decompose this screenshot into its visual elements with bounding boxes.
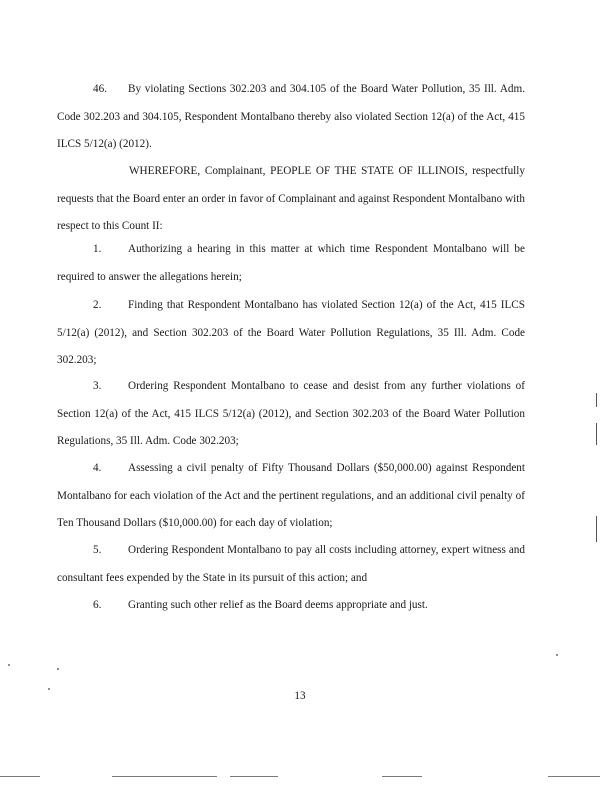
relief-item-1 bbox=[57, 236, 525, 291]
relief-text: Authorizing a hearing in this matter at which time Respondent Montalbano will be required to answer the allegations herein; bbox=[57, 243, 525, 283]
scan-artifact-line bbox=[112, 776, 217, 777]
relief-number: 4. bbox=[93, 462, 102, 474]
relief-text: Finding that Respondent Montalbano has violated Section 12(a) of the Act, 415 ILCS 5/12(a) (2012), and Section 302.203 of the Board Water Pollution Regulations, 35 Ill. Adm. Code 302.203; bbox=[57, 299, 525, 366]
relief-item-5 bbox=[57, 537, 525, 592]
scan-artifact-dot bbox=[48, 688, 50, 690]
relief-text: Assessing a civil penalty of Fifty Thousand Dollars ($50,000.00) against Respondent Montalbano for each violation of the Act and the pertinent regulations, and an additional civil penalty of Ten Thousand Dollars ($10,000.00) for each day of violation; bbox=[57, 462, 525, 529]
relief-number: 5. bbox=[93, 544, 102, 556]
relief-number: 6. bbox=[93, 599, 102, 611]
relief-item-2 bbox=[57, 292, 525, 375]
scan-artifact-mark bbox=[596, 423, 597, 445]
scan-artifact-line bbox=[548, 776, 600, 777]
scan-artifact-mark bbox=[596, 516, 597, 542]
relief-item-3 bbox=[57, 373, 525, 456]
relief-text: Ordering Respondent Montalbano to cease and desist from any further violations of Section 12(a) of the Act, 415 ILCS 5/12(a) (2012), and Section 302.203 of the Board Water Pollution Regulations, 35 Ill. Adm. Code 302.203; bbox=[57, 380, 525, 447]
paragraph-number: 46. bbox=[93, 83, 107, 95]
relief-item-4 bbox=[57, 455, 525, 538]
scan-artifact-dot bbox=[8, 664, 10, 666]
scan-artifact-line bbox=[382, 776, 422, 777]
scan-artifact-dot bbox=[556, 654, 558, 656]
relief-text: Granting such other relief as the Board deems appropriate and just. bbox=[128, 599, 428, 611]
paragraph-46 bbox=[57, 76, 525, 159]
scan-artifact-dot bbox=[57, 668, 59, 670]
relief-number: 3. bbox=[93, 380, 102, 392]
scan-artifact-line bbox=[230, 776, 278, 777]
page-number: 13 bbox=[294, 690, 306, 702]
relief-text: Ordering Respondent Montalbano to pay all costs including attorney, expert witness and consultant fees expended by the State in its pursuit of this action; and bbox=[57, 544, 525, 584]
scan-artifact-line bbox=[0, 776, 40, 777]
paragraph-text: By violating Sections 302.203 and 304.105 of the Board Water Pollution, 35 Ill. Adm. Code 302.203 and 304.105, Respondent Montalbano thereby also violated Section 12(a) of the Act, 415 ILCS 5/12(a) (2012). bbox=[57, 83, 525, 150]
relief-number: 2. bbox=[93, 299, 102, 311]
relief-item-6 bbox=[57, 592, 525, 620]
scan-artifact-mark bbox=[596, 393, 597, 407]
relief-number: 1. bbox=[93, 243, 102, 255]
wherefore-paragraph: WHEREFORE, Complainant, PEOPLE OF THE STATE OF ILLINOIS, respectfully requests that the Board enter an order in favor of Complainant and against Respondent Montalbano with respect to this Count II: bbox=[57, 165, 525, 232]
